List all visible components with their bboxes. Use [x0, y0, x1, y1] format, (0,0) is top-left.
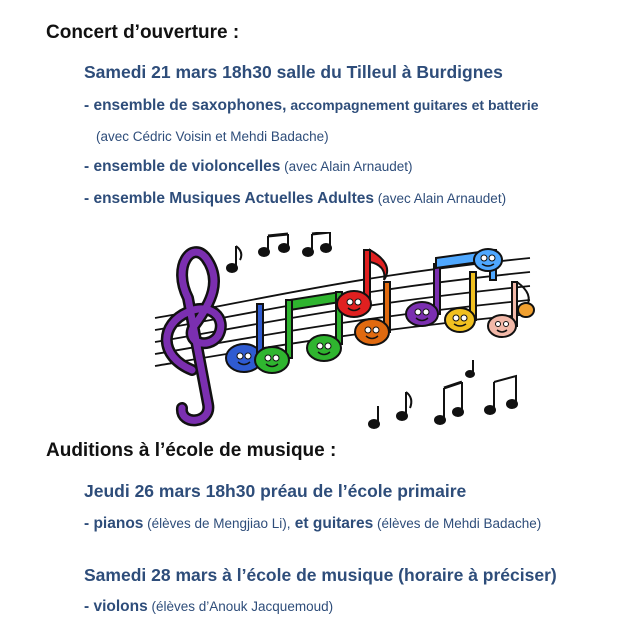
item-label: et guitares	[290, 515, 374, 532]
audition-event-2-item	[84, 598, 333, 616]
item-label: - ensemble de saxophones,	[84, 97, 287, 114]
item-label: - ensemble de violoncelles	[84, 158, 281, 175]
item-detail: accompagnement guitares et batterie	[286, 97, 539, 113]
audition-event-2: Samedi 28 mars à l’école de musique (horaire à préciser)	[84, 565, 557, 585]
item-label: - pianos	[84, 515, 144, 532]
item-label: - ensemble Musiques Actuelles Adultes	[84, 190, 374, 207]
treble-clef-icon	[167, 252, 221, 420]
item-note: (élèves d’Anouk Jacquemoud)	[147, 599, 334, 614]
small-notes-top-icon	[227, 232, 331, 272]
item-note: (avec Alain Arnaudet)	[280, 159, 413, 174]
section-concert-title: Concert d’ouverture :	[46, 22, 240, 43]
concert-event: Samedi 21 mars 18h30 salle du Tilleul à Burdignes	[84, 62, 503, 82]
audition-event-1-item	[84, 515, 541, 533]
item-label: - violons	[84, 598, 148, 615]
concert-item-mam	[84, 190, 506, 208]
small-notes-bottom-icon	[369, 360, 517, 428]
music-notes-illustration	[140, 232, 540, 432]
concert-item-saxophones	[84, 97, 539, 115]
item-note: (avec Alain Arnaudet)	[373, 191, 507, 206]
concert-item-saxophones-note: (avec Cédric Voisin et Mehdi Badache)	[96, 129, 329, 144]
concert-item-cellos	[84, 158, 413, 176]
item-note: (élèves de Mehdi Badache)	[373, 516, 542, 531]
section-auditions-title: Auditions à l’école de musique :	[46, 440, 337, 461]
item-note: (élèves de Mengjiao Li),	[143, 516, 291, 531]
audition-event-1: Jeudi 26 mars 18h30 préau de l’école primaire	[84, 481, 467, 501]
